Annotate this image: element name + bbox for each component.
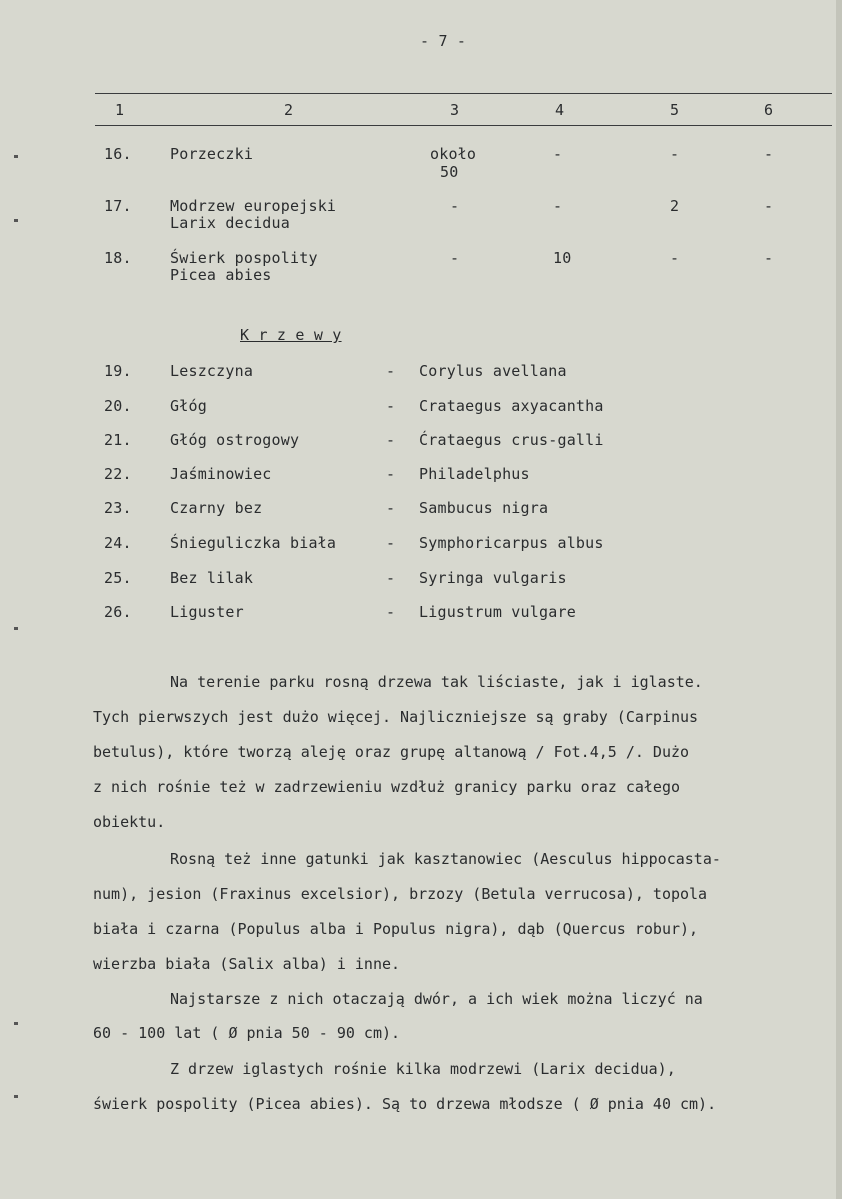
table-header-rule [95,125,832,126]
table-header-cell: 5 [670,101,680,119]
shrub-name: Liguster [170,603,244,621]
separator-dash: - [386,431,396,449]
species-name: Modrzew europejski [170,197,337,215]
shrub-name: Czarny bez [170,499,263,517]
shrub-latin-name: Corylus avellana [419,362,567,380]
shrub-name: Leszczyna [170,362,254,380]
column-3-value-line2: 50 [440,163,459,181]
table-header-cell: 3 [450,101,460,119]
item-number: 26. [104,603,132,621]
item-number: 22. [104,465,132,483]
text-line: num), jesion (Fraxinus excelsior), brzozy (Betula verrucosa), topola [93,885,708,903]
shrub-latin-name: Crataegus axyacantha [419,397,604,415]
species-name: Porzeczki [170,145,254,163]
text-line: świerk pospolity (Picea abies). Są to drzewa młodsze ( Ø pnia 40 cm). [93,1095,717,1113]
text-line: Najstarsze z nich otaczają dwór, a ich wiek można liczyć na [170,990,703,1008]
table-header-cell: 4 [555,101,565,119]
shrub-name: Głóg [170,397,207,415]
shrub-name: Bez lilak [170,569,254,587]
section-heading: K r z e w y [240,326,342,344]
shrub-name: Głóg ostrogowy [170,431,300,449]
item-number: 24. [104,534,132,552]
text-line: betulus), które tworzą aleję oraz grupę altanową / Fot.4,5 /. Dużo [93,743,690,761]
table-header-cell: 2 [284,101,294,119]
separator-dash: - [386,499,396,517]
margin-mark [14,627,18,630]
species-latin-name: Picea abies [170,266,272,284]
row-number: 16. [104,145,132,163]
column-4-value: - [553,145,563,163]
column-6-value: - [764,145,774,163]
shrub-name: Jaśminowiec [170,465,272,483]
separator-dash: - [386,465,396,483]
shrub-latin-name: Ligustrum vulgare [419,603,576,621]
species-name: Świerk pospolity [170,249,318,267]
item-number: 21. [104,431,132,449]
text-line: 60 - 100 lat ( Ø pnia 50 - 90 cm). [93,1024,401,1042]
text-line: Tych pierwszych jest dużo więcej. Najliczniejsze są graby (Carpinus [93,708,699,726]
row-number: 17. [104,197,132,215]
table-header-cell: 1 [115,101,125,119]
item-number: 19. [104,362,132,380]
separator-dash: - [386,397,396,415]
column-6-value: - [764,197,774,215]
column-3-value: - [450,249,460,267]
column-5-value: - [670,249,680,267]
separator-dash: - [386,362,396,380]
page-number: - 7 - [420,32,467,50]
separator-dash: - [386,569,396,587]
shrub-latin-name: Sambucus nigra [419,499,549,517]
separator-dash: - [386,534,396,552]
shrub-name: Śnieguliczka biała [170,534,337,552]
text-line: wierzba biała (Salix alba) i inne. [93,955,401,973]
item-number: 20. [104,397,132,415]
row-number: 18. [104,249,132,267]
column-6-value: - [764,249,774,267]
margin-mark [14,1022,18,1025]
text-line: Na terenie parku rosną drzewa tak liściaste, jak i iglaste. [170,673,703,691]
margin-mark [14,219,18,222]
shrub-latin-name: Syringa vulgaris [419,569,567,587]
table-header-cell: 6 [764,101,774,119]
shrub-latin-name: Ćrataegus crus-galli [419,431,604,449]
column-4-value: - [553,197,563,215]
table-top-rule [95,93,832,94]
column-5-value: - [670,145,680,163]
text-line: Rosną też inne gatunki jak kasztanowiec (Aesculus hippocasta- [170,850,721,868]
margin-mark [14,155,18,158]
shrub-latin-name: Symphoricarpus albus [419,534,604,552]
text-line: Z drzew iglastych rośnie kilka modrzewi (Larix decidua), [170,1060,676,1078]
text-line: obiektu. [93,813,166,831]
item-number: 25. [104,569,132,587]
column-4-value: 10 [553,249,572,267]
text-line: z nich rośnie też w zadrzewieniu wzdłuż granicy parku oraz całego [93,778,680,796]
separator-dash: - [386,603,396,621]
species-latin-name: Larix decidua [170,214,290,232]
column-3-value: około [430,145,477,163]
page-edge-shadow [836,0,842,1199]
item-number: 23. [104,499,132,517]
margin-mark [14,1095,18,1098]
text-line: biała i czarna (Populus alba i Populus nigra), dąb (Quercus robur), [93,920,699,938]
shrub-latin-name: Philadelphus [419,465,530,483]
column-3-value: - [450,197,460,215]
column-5-value: 2 [670,197,680,215]
